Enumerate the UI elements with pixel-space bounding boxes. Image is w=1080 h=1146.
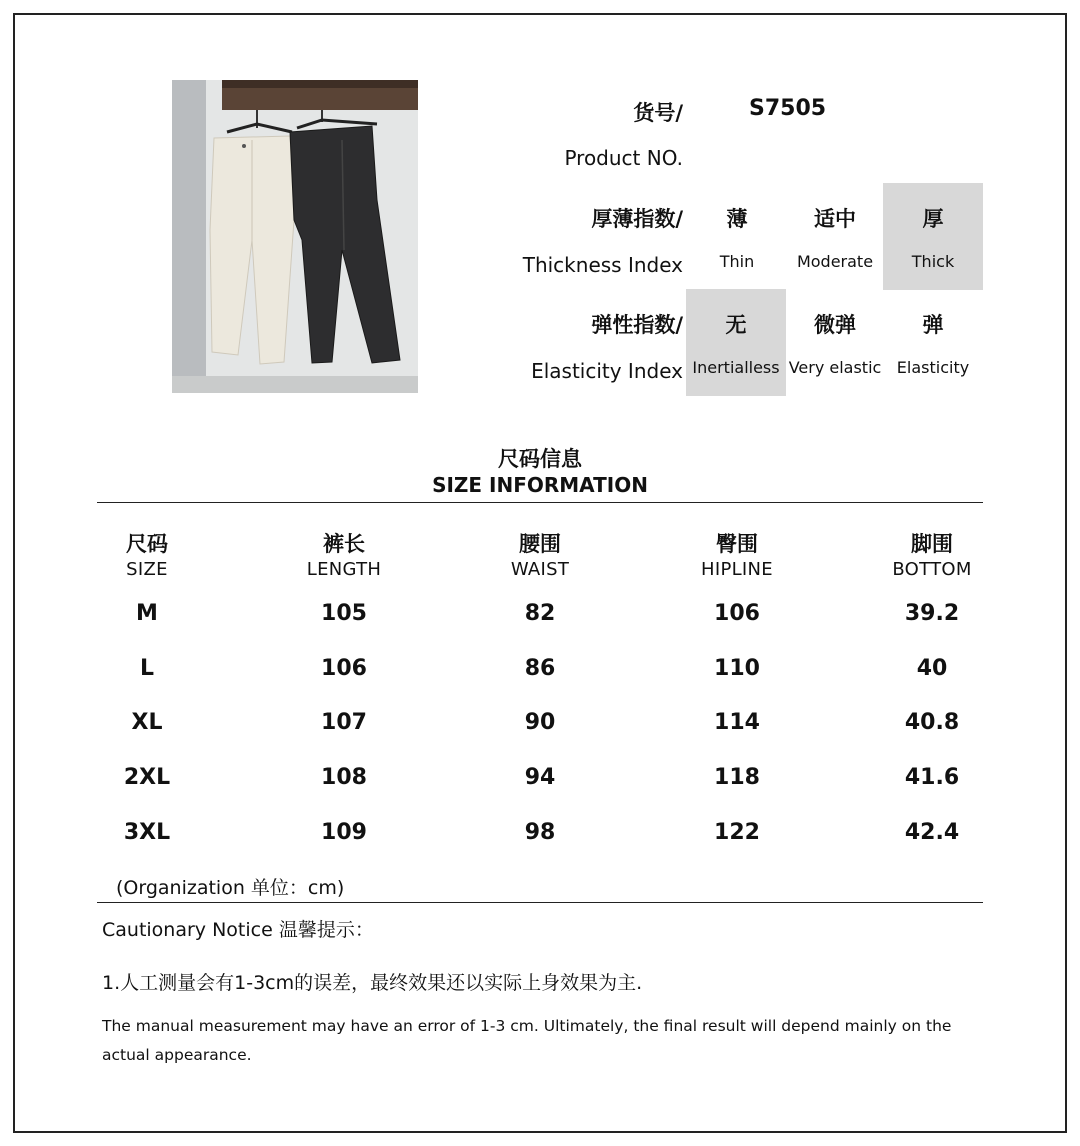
table-cell: 106	[714, 601, 760, 626]
column-header-waist-en: WAIST	[510, 559, 570, 580]
table-cell: XL	[131, 710, 163, 735]
table-cell: M	[136, 601, 158, 626]
table-cell: 40	[916, 656, 948, 681]
table-cell: 105	[321, 601, 367, 626]
thickness-label-cn: 厚薄指数/	[591, 207, 683, 231]
column-header-waist-cn: 腰围	[519, 532, 561, 556]
unit-note: (Organization 单位：cm)	[116, 877, 345, 899]
elasticity-option-elastic-cn: 弹	[922, 313, 944, 337]
thickness-option-thick-en: Thick	[911, 252, 955, 271]
thickness-option-thin-en: Thin	[719, 252, 755, 271]
table-cell: 90	[524, 710, 556, 735]
table-cell: 98	[524, 820, 556, 845]
thickness-selected-highlight	[883, 183, 983, 290]
elasticity-option-none-cn: 无	[725, 313, 747, 337]
notice-line-en: The manual measurement may have an error of 1-3 cm. Ultimately, the final result will depend mainly on the actual appearance.	[102, 1017, 952, 1064]
table-cell: 82	[524, 601, 556, 626]
elasticity-label-en: Elasticity Index	[531, 359, 683, 383]
column-header-length-en: LENGTH	[306, 559, 382, 580]
table-cell: 42.4	[904, 820, 960, 845]
elasticity-label-cn: 弹性指数/	[591, 313, 683, 337]
column-header-bottom-en: BOTTOM	[892, 559, 972, 580]
table-cell: 106	[321, 656, 367, 681]
elasticity-option-none-en: Inertialless	[692, 358, 780, 377]
product-photo	[172, 80, 418, 393]
size-table-bottom-rule	[97, 902, 983, 903]
table-cell: L	[139, 656, 155, 681]
thickness-option-thin-cn: 薄	[726, 207, 748, 231]
product-no-value: S7505	[749, 96, 827, 121]
elasticity-option-elastic-en: Elasticity	[896, 358, 970, 377]
table-cell: 108	[321, 765, 367, 790]
table-cell: 41.6	[904, 765, 960, 790]
table-cell: 3XL	[123, 820, 171, 845]
table-cell: 107	[321, 710, 367, 735]
thickness-option-thick-cn: 厚	[922, 207, 944, 231]
size-info-title-cn: 尺码信息	[498, 447, 582, 471]
elasticity-option-slight-en: Very elastic	[788, 358, 882, 377]
column-header-hipline-cn: 臀围	[716, 532, 758, 556]
table-cell: 122	[714, 820, 760, 845]
thickness-label-en: Thickness Index	[522, 253, 683, 277]
size-info-title-en: SIZE INFORMATION	[432, 473, 648, 497]
column-header-size-en: SIZE	[126, 559, 168, 580]
table-cell: 40.8	[904, 710, 960, 735]
elasticity-option-slight-cn: 微弹	[814, 313, 856, 337]
notice-line-cn: 1.人工测量会有1-3cm的误差，最终效果还以实际上身效果为主.	[102, 972, 643, 994]
column-header-hipline-en: HIPLINE	[701, 559, 773, 580]
product-no-label-en: Product NO.	[564, 146, 683, 170]
product-no-label-cn: 货号/	[633, 101, 683, 125]
size-table-top-rule	[97, 502, 983, 503]
thickness-option-moderate-en: Moderate	[796, 252, 874, 271]
table-cell: 118	[714, 765, 760, 790]
notice-title: Cautionary Notice 温馨提示：	[102, 919, 374, 941]
elasticity-selected-highlight	[686, 289, 786, 396]
table-cell: 39.2	[904, 601, 960, 626]
thickness-option-moderate-cn: 适中	[814, 207, 856, 231]
table-cell: 2XL	[123, 765, 171, 790]
table-cell: 86	[524, 656, 556, 681]
table-cell: 94	[524, 765, 556, 790]
table-cell: 110	[714, 656, 760, 681]
column-header-length-cn: 裤长	[323, 532, 365, 556]
pants-illustration	[172, 80, 418, 393]
column-header-bottom-cn: 脚围	[911, 532, 953, 556]
table-cell: 109	[321, 820, 367, 845]
table-cell: 114	[714, 710, 760, 735]
column-header-size-cn: 尺码	[126, 532, 168, 556]
